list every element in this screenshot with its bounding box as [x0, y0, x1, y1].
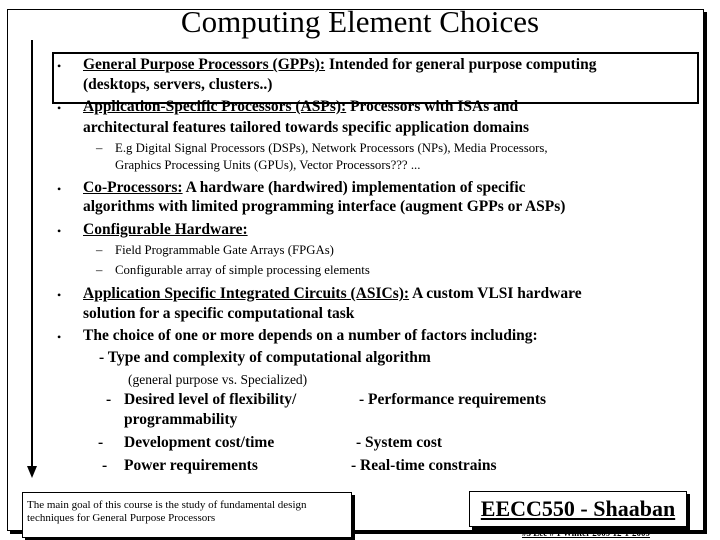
asic-term: Application Specific Integrated Circuits (ASICs):	[83, 285, 410, 302]
asp-line	[83, 97, 518, 117]
co-term: Co-Processors:	[83, 179, 183, 196]
sub-dash: –	[96, 141, 103, 155]
gpp-line	[83, 55, 596, 75]
bullet-marker: •	[57, 59, 62, 73]
factor-system-cost: - System cost	[356, 434, 443, 451]
factor-type: - Type and complexity of computational algorithm	[99, 349, 431, 366]
asp-sub2: Graphics Processing Units (GPUs), Vector Processors??? ...	[115, 158, 421, 172]
gpp-line2: (desktops, servers, clusters..)	[83, 76, 273, 93]
course-badge: EECC550 - Shaaban	[469, 491, 687, 527]
gpp-term: General Purpose Processors (GPPs):	[83, 56, 326, 73]
asic-line	[83, 284, 582, 304]
asp-term: Application-Specific Processors (ASPs):	[83, 98, 347, 115]
dash: -	[102, 457, 108, 474]
dash: -	[98, 434, 104, 451]
sub-dash: –	[96, 243, 103, 257]
factor-dev-cost: Development cost/time	[124, 434, 275, 451]
co-desc: A hardware (hardwired) implementation of specific	[182, 179, 526, 196]
bullet-marker: •	[57, 182, 62, 196]
factor-power: Power requirements	[124, 457, 258, 474]
bullet-marker: •	[57, 330, 62, 344]
co-line2: algorithms with limited programming interface (augment GPPs or ASPs)	[83, 198, 566, 215]
factor-flexibility-2: programmability	[124, 411, 238, 428]
factor-performance: - Performance requirements	[359, 391, 547, 408]
sub-dash: –	[96, 263, 103, 277]
factor-flexibility: Desired level of flexibility/	[124, 391, 297, 408]
dash: -	[106, 391, 112, 408]
cfg-line	[83, 220, 248, 240]
asp-sub: E.g Digital Signal Processors (DSPs), Network Processors (NPs), Media Processors,	[115, 141, 548, 155]
course-goal-text: The main goal of this course is the study of fundamental design techniques for General Purpose Processors	[27, 499, 307, 524]
asic-desc: A custom VLSI hardware	[409, 285, 582, 302]
gpp-desc: Intended for general purpose computing	[325, 56, 597, 73]
arrow-line	[31, 40, 33, 470]
slide-title: Computing Element Choices	[180, 4, 540, 39]
asp-desc: Processors with ISAs and	[346, 98, 519, 115]
arrow-down-icon	[27, 466, 37, 478]
bullet-marker: •	[57, 101, 62, 115]
asic-line2: solution for a specific computational task	[83, 305, 355, 322]
choice-line: The choice of one or more depends on a number of factors including:	[83, 327, 538, 344]
cfg-sub2: Configurable array of simple processing elements	[115, 263, 370, 277]
factor-type-note: (general purpose vs. Specialized)	[128, 372, 308, 387]
cfg-term: Configurable Hardware:	[83, 221, 248, 238]
factor-realtime: - Real-time constrains	[351, 457, 497, 474]
cfg-sub1: Field Programmable Gate Arrays (FPGAs)	[115, 243, 334, 257]
asp-line2: architectural features tailored towards specific application domains	[83, 119, 530, 136]
co-line	[83, 178, 526, 198]
bullet-marker: •	[57, 288, 62, 302]
course-goal-box	[22, 492, 352, 538]
slide-footer: #3 Lec # 1 Winter 2009 12-1-2009	[522, 528, 650, 538]
bullet-marker: •	[57, 224, 62, 238]
